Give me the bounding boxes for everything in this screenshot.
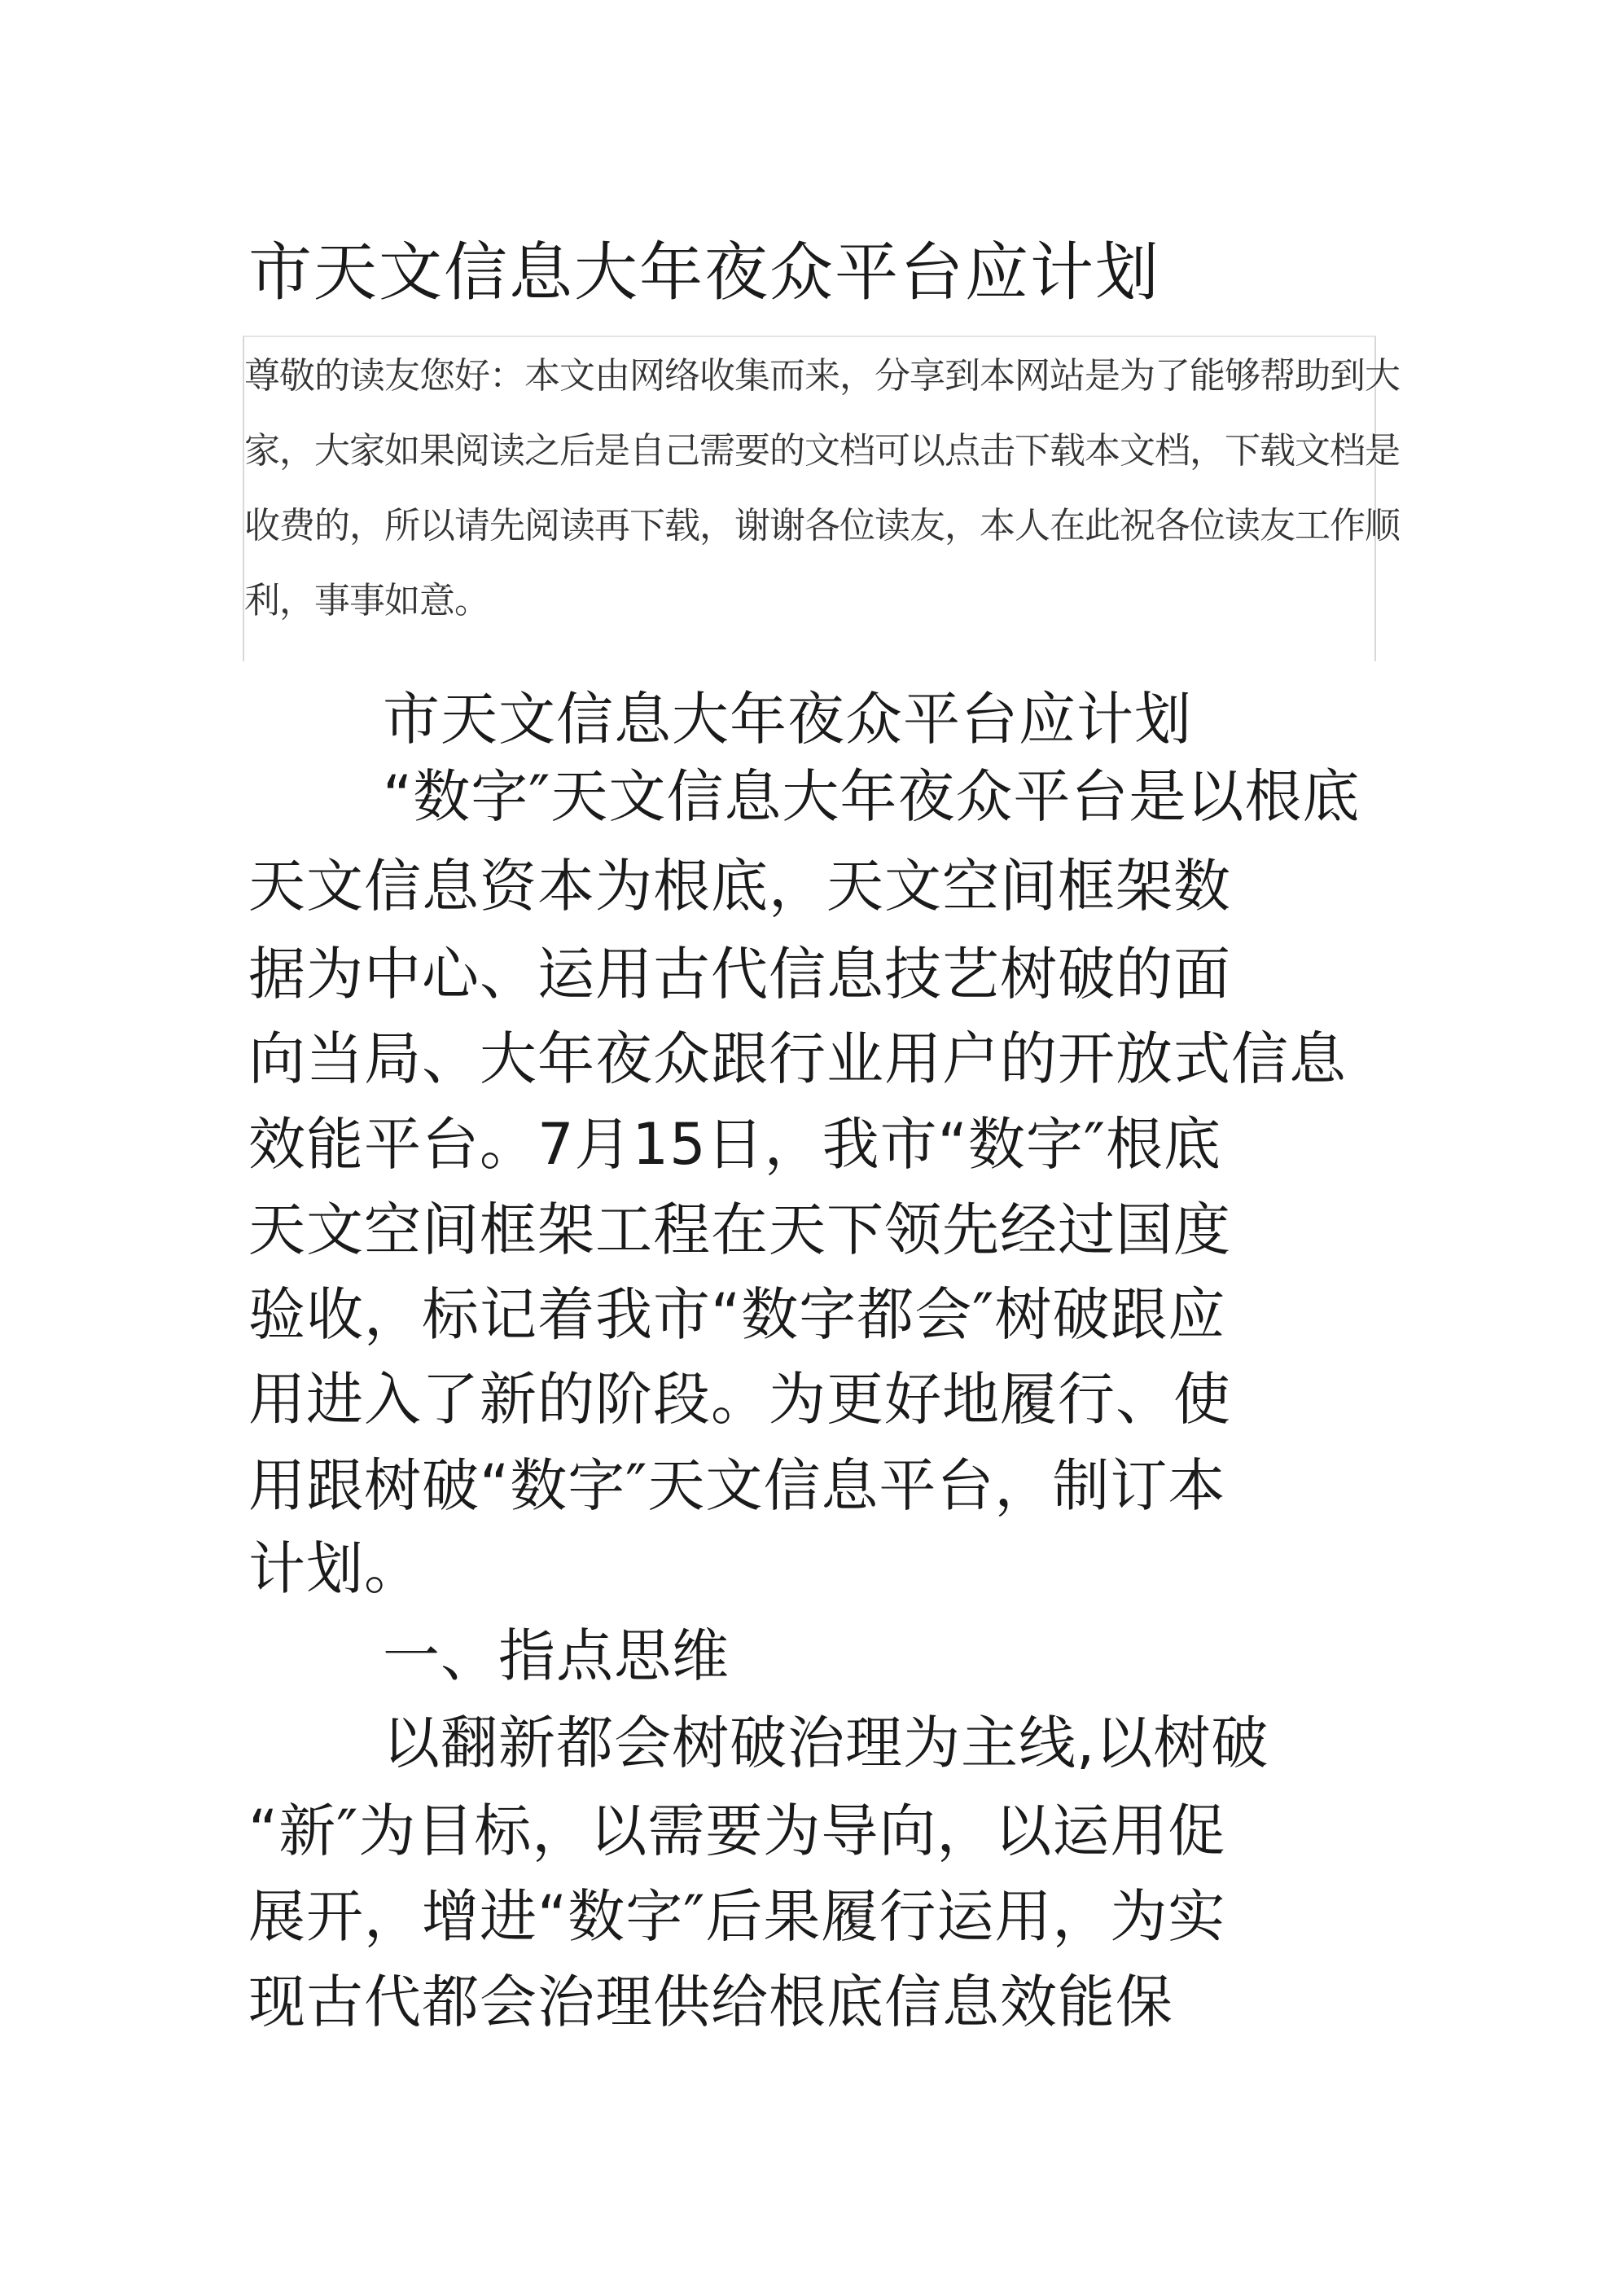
body-paragraph-line: “数字″天文信息大年夜众平台是以根底 — [383, 763, 1361, 830]
body-paragraph-line: 天文信息资本为根底，天文空间框架数 — [248, 853, 1231, 920]
body-paragraph-line: 现古代都会治理供给根底信息效能保 — [248, 1969, 1173, 2035]
body-paragraph-line: 效能平台。7月15日，我市“数字″根底 — [248, 1111, 1222, 1178]
body-paragraph-line: “新″为目标，以需要为导向，以运用促 — [248, 1798, 1226, 1864]
body-paragraph-line: 计划。 — [248, 1535, 422, 1602]
body-paragraph-line: 以翻新都会树破治理为主线,以树破 — [383, 1710, 1269, 1776]
notice-line: 尊敬的读友您好：本文由网络收集而来，分享到本网站是为了能够帮助到大 — [244, 355, 1400, 397]
notice-line: 利，事事如意。 — [244, 580, 489, 621]
body-paragraph-line: 展开，增进“数字″后果履行运用，为实 — [248, 1883, 1226, 1950]
body-heading: 市天文信息大年夜众平台应计划 — [383, 686, 1192, 753]
section-heading: 一、指点思维 — [383, 1622, 730, 1689]
body-paragraph-line: 据为中心、运用古代信息技艺树破的面 — [248, 941, 1231, 1008]
notice-line: 家，大家如果阅读之后是自己需要的文档可以点击下载本文档，下载文档是 — [244, 430, 1400, 472]
body-paragraph-line: 验收，标记着我市“数字都会″树破跟应 — [248, 1281, 1226, 1348]
body-paragraph-line: 向当局、大年夜众跟行业用户的开放式信息 — [248, 1025, 1347, 1092]
body-paragraph-line: 用跟树破“数字″天文信息平台，制订本 — [248, 1452, 1226, 1519]
body-paragraph-line: 用进入了新的阶段。为更好地履行、使 — [248, 1366, 1231, 1433]
body-paragraph-line: 天文空间框架工程在天下领先经过国度 — [248, 1196, 1231, 1263]
notice-line: 收费的，所以请先阅读再下载，谢谢各位读友，本人在此祝各位读友工作顺 — [244, 505, 1400, 547]
page-title: 市天文信息大年夜众平台应计划 — [248, 236, 1161, 309]
